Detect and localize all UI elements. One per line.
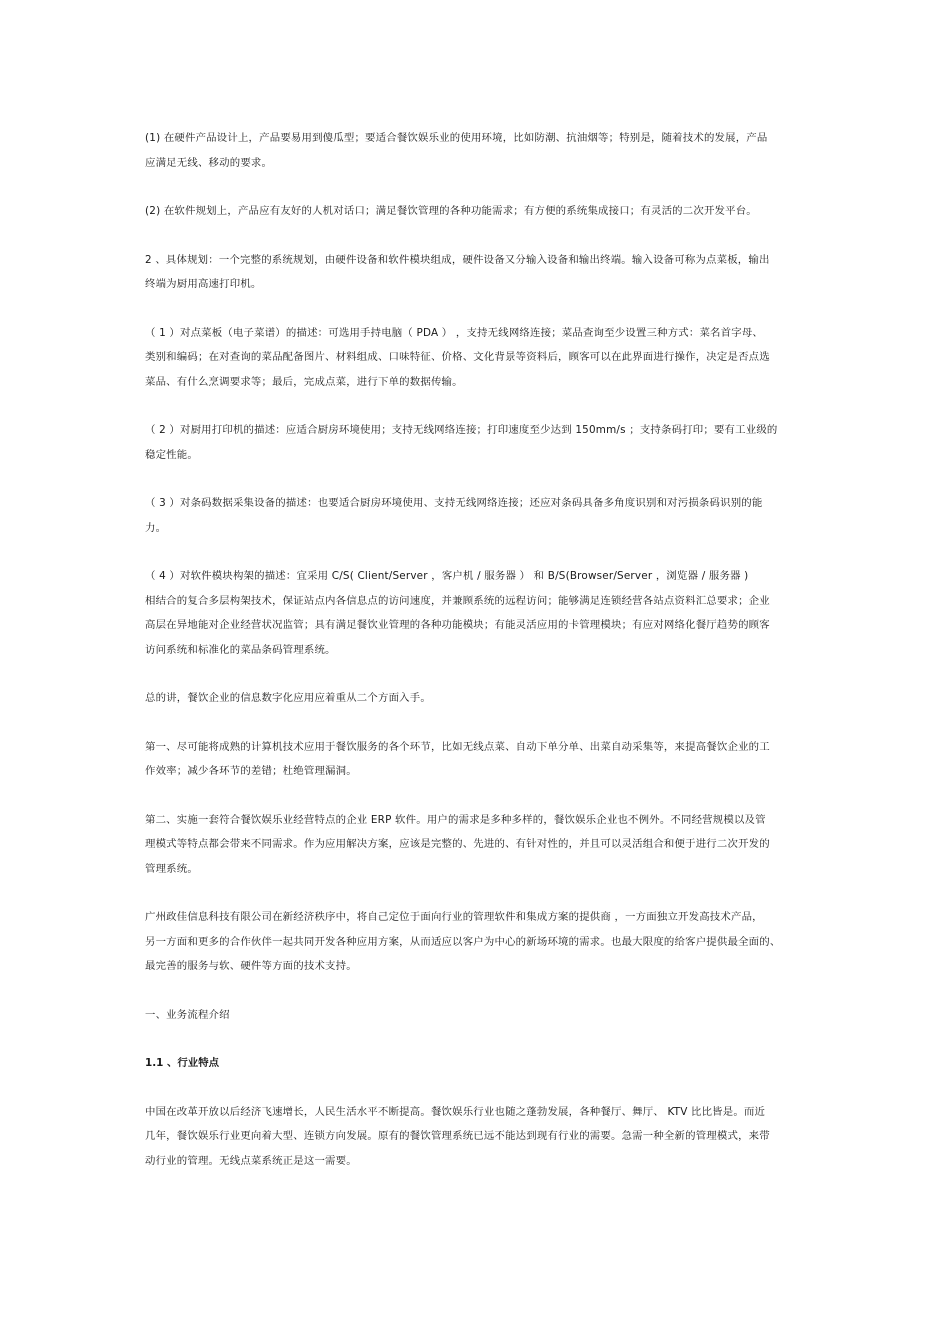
paragraph-line: 总的讲，餐饮企业的信息数字化应用应着重从二个方面入手。 [145,692,431,704]
paragraph-line: 应满足无线、移动的要求。 [145,156,273,169]
paragraph-line: 广州政佳信息科技有限公司在新经济秩序中，将自己定位于面向行业的管理软件和集成方案的提供商 ，一方面独立开发高技术产品， [145,911,763,923]
paragraph-line: 访问系统和标准化的菜品条码管理系统。 [145,643,336,656]
paragraph-line: 第一、尽可能将成熟的计算机技术应用于餐饮服务的各个环节，比如无线点菜、自动下单分单、出菜自动采集等，来提高餐饮企业的工 [145,740,770,753]
paragraph-line: 第二、实施一套符合餐饮娱乐业经营特点的企业 ERP 软件。用户的需求是多种多样的，餐饮娱乐企业也不例外。不同经营规模以及管 [145,813,766,826]
paragraph-line: 另一方面和更多的合作伙伴一起共同开发各种应用方案，从而适应以客户为中心的新场环境的需求。也最大限度的给客户提供最全面的、 [145,935,781,948]
paragraph-line: 动行业的管理。无线点菜系统正是这一需要。 [145,1154,357,1167]
paragraph [145,321,810,395]
paragraph [145,248,810,297]
paragraph-line: （ 4 ）对软件模块构架的描述：宜采用 C/S( Client/Server ，客户机 / 服务器 ） 和 B/S(Browser/Server ，浏览器 / 服务器 ) [145,570,749,582]
paragraph-line: (2) 在软件规划上，产品应有友好的人机对话口；满足餐饮管理的各种功能需求；有方便的系统集成接口；有灵活的二次开发平台。 [145,205,757,217]
paragraph [145,199,810,224]
paragraph [145,564,810,662]
document-page [145,126,810,1197]
paragraph-line: 管理系统。 [145,862,198,875]
paragraph [145,905,810,979]
paragraph-line: （ 1 ）对点菜板（电子菜谱）的描述：可选用手持电脑（ PDA ） ，支持无线网络连接；菜品查询至少设置三种方式：菜名首字母、 [145,326,764,339]
paragraph-line: (1) 在硬件产品设计上，产品要易用到傻瓜型；要适合餐饮娱乐业的使用环境，比如防潮、抗油烟等；特别是，随着技术的发展，产品 [145,132,768,144]
paragraph-line: 稳定性能。 [145,448,198,461]
paragraph-line: 最完善的服务与软、硬件等方面的技术支持。 [145,960,357,972]
paragraph-line: 终端为厨用高速打印机。 [145,278,262,290]
paragraph [145,1003,810,1028]
paragraph-line: 类别和编码；在对查询的菜品配备图片、材料组成、口味特征、价格、文化背景等资料后，顾客可以在此界面进行操作，决定是否点选 [145,351,770,363]
paragraph-line: 菜品、有什么烹调要求等；最后，完成点菜，进行下单的数据传输。 [145,375,463,388]
paragraph-line: 力。 [145,521,167,534]
paragraph-line: 高层在异地能对企业经营状况监管；具有满足餐饮业管理的各种功能模块；有能灵活应用的卡管理模块；有应对网络化餐厅趋势的顾客 [145,619,770,631]
paragraph-line: （ 2 ）对厨用打印机的描述：应适合厨房环境使用；支持无线网络连接；打印速度至少达到 150mm/s ；支持条码打印；要有工业级的 [145,424,778,436]
paragraph [145,491,810,540]
paragraph-line: 几年，餐饮娱乐行业更向着大型、连锁方向发展。原有的餐饮管理系统已远不能达到现有行业的需要。急需一种全新的管理模式，来带 [145,1130,770,1142]
final-paragraph [145,1100,810,1174]
paragraph-line: 2 、具体规划：一个完整的系统规划，由硬件设备和软件模块组成，硬件设备又分输入设备和输出终端。输入设备可称为点菜板，输出 [145,253,770,266]
paragraph [145,126,810,175]
paragraph-line: 相结合的复合多层构架技术，保证站点内各信息点的访问速度，并兼顾系统的远程访问；能够满足连锁经营各站点资料汇总要求；企业 [145,594,770,607]
document-body [145,126,810,1027]
paragraph [145,686,810,711]
paragraph-line: 一、业务流程介绍 [145,1008,230,1021]
paragraph-line: 理模式等特点都会带来不同需求。作为应用解决方案，应该是完整的、先进的、有针对性的，并且可以灵活组合和便于进行二次开发的 [145,838,770,850]
paragraph [145,418,810,467]
paragraph-line: 中国在改革开放以后经济飞速增长，人民生活水平不断提高。餐饮娱乐行业也随之蓬勃发展，各种餐厅、舞厅、 KTV 比比皆是。而近 [145,1105,766,1118]
paragraph-line: 作效率；减少各环节的差错；杜绝管理漏洞。 [145,765,357,777]
paragraph [145,735,810,784]
paragraph-line: （ 3 ）对条码数据采集设备的描述：也要适合厨房环境使用、支持无线网络连接；还应对条码具备多角度识别和对污损条码识别的能 [145,497,763,509]
paragraph [145,808,810,882]
section-heading: 1.1 、行业特点 [145,1057,219,1069]
